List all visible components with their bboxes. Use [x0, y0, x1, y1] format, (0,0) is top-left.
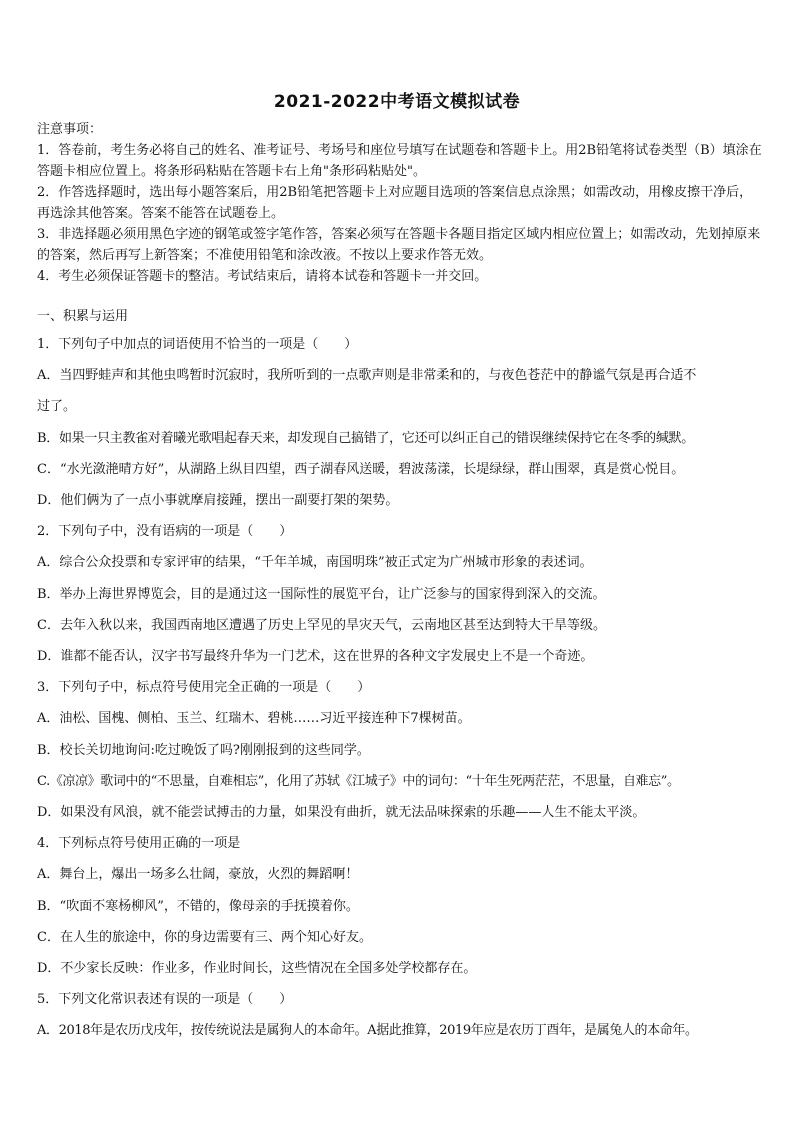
question-option: C．去年入秋以来，我国西南地区遭遇了历史上罕见的旱灾天气，云南地区甚至达到特大干旱等级。: [37, 617, 606, 633]
question-option: B．如果一只主教雀对着曦光歌唱起春天来，却发现自己搞错了，它还可以纠正自己的错误继续保持它在冬季的缄默。: [37, 430, 694, 446]
notice-item: 4．考生必须保证答题卡的整洁。考试结束后，请将本试卷和答题卡一并交回。: [37, 269, 488, 284]
question-list: [37, 329, 762, 1047]
question-option: C．“水光潋滟晴方好”，从湖路上纵目四望，西子湖春风送暖，碧波荡漾，长堤绿绿，群山围翠，真是赏心悦目。: [37, 461, 685, 477]
notice-item: 1．答卷前，考生务必将自己的姓名、准考证号、考场号和座位号填写在试题卷和答题卡上。用2B铅笔将试卷类型（B）填涂在答题卡相应位置上。将条形码粘贴在答题卡右上角"条形码粘贴处"。: [37, 143, 762, 179]
question-option: A．当四野蛙声和其他虫鸣暂时沉寂时，我所听到的一点歌声则是非常柔和的，与夜色苍茫中的静谧气氛是再合适不: [37, 368, 697, 384]
exam-title: 2021-2022中考语文模拟试卷: [273, 92, 521, 112]
notice-heading: 注意事项：: [37, 122, 103, 137]
question-option-continued: 过了。: [37, 399, 77, 415]
question-option: A．综合公众投票和专家评审的结果，“千年羊城，南国明珠”被正式定为广州城市形象的表述词。: [37, 555, 593, 571]
question-stem: 3．下列句子中，标点符号使用完全正确的一项是（ ）: [37, 680, 371, 696]
question-stem: 2．下列句子中，没有语病的一项是（ ）: [37, 524, 293, 540]
question-option: D．谁都不能否认，汉字书写最终升华为一门艺术，这在世界的各种文字发展史上不是一个奇迹。: [37, 649, 594, 665]
question-option: A．舞台上，爆出一场多么壮阔，豪放，火烈的舞蹈啊！: [37, 867, 359, 883]
question-option: D．不少家长反映：作业多，作业时间长，这些情况在全国多处学校都存在。: [37, 961, 477, 977]
question-option: D．如果没有风浪，就不能尝试搏击的力量，如果没有曲折，就无法品味探索的乐趣——人生不能太平淡。: [37, 805, 646, 821]
section-heading: 一、积累与运用: [37, 309, 129, 324]
question-option: C.《凉凉》歌词中的“不思量，自难相忘”，化用了苏轼《江城子》中的词句：“十年生死两茫茫，不思量，自难忘”。: [37, 773, 680, 789]
notice-block: [37, 119, 762, 287]
notice-item: 2．作答选择题时，选出每小题答案后，用2B铅笔把答题卡上对应题目选项的答案信息点涂黑；如需改动，用橡皮擦干净后，再选涂其他答案。答案不能答在试题卷上。: [37, 185, 753, 221]
question-option: B．校长关切地询问:吃过晚饭了吗?刚刚报到的这些同学。: [37, 742, 370, 758]
question-option: A．2018年是农历戊戌年，按传统说法是属狗人的本命年。A据此推算，2019年应是农历丁酉年，是属兔人的本命年。: [37, 1023, 698, 1039]
question-option: A．油松、国槐、侧柏、玉兰、红瑞木、碧桃……习近平接连种下7棵树苗。: [37, 711, 471, 727]
question-stem: 5．下列文化常识表述有误的一项是（ ）: [37, 992, 293, 1008]
question-option: D．他们俩为了一点小事就摩肩接踵，摆出一副要打架的架势。: [37, 493, 399, 509]
question-option: B．举办上海世界博览会，目的是通过这一国际性的展览平台，让广泛参与的国家得到深入的交流。: [37, 586, 606, 602]
question-option: B．“吹面不寒杨柳风”，不错的，像母亲的手抚摸着你。: [37, 898, 359, 914]
question-stem: 1．下列句子中加点的词语使用不恰当的一项是（ ）: [37, 337, 358, 352]
question-stem: 4．下列标点符号使用正确的一项是: [37, 836, 241, 852]
notice-item: 3．非选择题必须用黑色字迹的钢笔或签字笔作答，答案必须写在答题卡各题目指定区域内相应位置上；如需改动，先划掉原来的答案，然后再写上新答案；不准使用铅笔和涂改液。不按以上要求作答无效。: [37, 227, 761, 263]
question-option: C．在人生的旅途中，你的身边需要有三、两个知心好友。: [37, 929, 372, 945]
